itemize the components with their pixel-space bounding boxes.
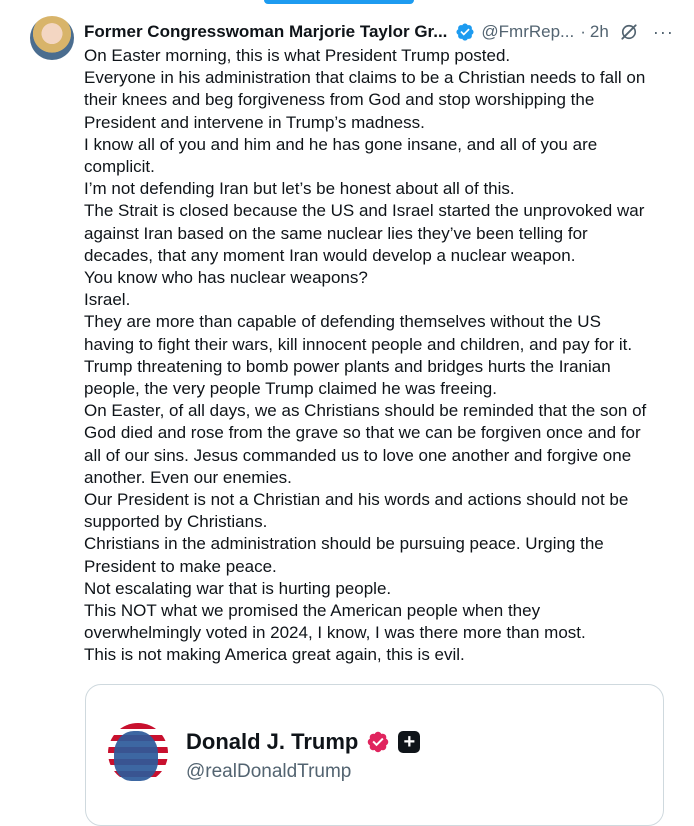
tweet-line: supported by Christians. (84, 512, 268, 532)
quoted-display-name[interactable]: Donald J. Trump (186, 729, 359, 754)
quoted-avatar[interactable] (108, 723, 168, 783)
separator-dot: · (580, 22, 586, 41)
grok-icon[interactable] (619, 22, 639, 42)
tweet-line: people, the very people Trump claimed he was freeing. (84, 379, 497, 399)
author-display-name[interactable]: Former Congresswoman Marjorie Taylor Gr... (84, 22, 448, 41)
tweet-line: God died and rose from the grave so that we can be forgiven once and for (84, 423, 641, 443)
tweet-line: They are more than capable of defending themselves without the US (84, 312, 601, 332)
tweet-line: decades, that any moment Iran would develop a nuclear weapon. (84, 245, 576, 265)
tweet-text (84, 45, 664, 667)
tweet-line: Everyone in his administration that claims to be a Christian needs to fall on (84, 68, 646, 88)
plus-badge-icon: + (398, 731, 420, 753)
timestamp[interactable]: 2h (589, 22, 609, 41)
tweet-line: Not escalating war that is hurting people. (84, 578, 392, 598)
tweet-line: I’m not defending Iran but let’s be honest about all of this. (84, 179, 515, 199)
tweet-line: another. Even our enemies. (84, 467, 292, 487)
tweet-line: President to make peace. (84, 556, 277, 576)
tweet-line: having to fight their wars, kill innocent people and children, and pay for it. (84, 334, 633, 354)
tweet-line: The Strait is closed because the US and Israel started the unprovoked war (84, 201, 645, 221)
tweet-line: I know all of you and him and he has gone insane, and all of you are (84, 134, 598, 154)
tweet-line: Christians in the administration should be pursuing peace. Urging the (84, 534, 604, 554)
tweet-line: against Iran based on the same nuclear lies they’ve been telling for (84, 223, 588, 243)
avatar[interactable] (30, 16, 74, 60)
quoted-post-card[interactable] (85, 684, 664, 826)
tweet-line: This is not making America great again, this is evil. (84, 645, 465, 665)
verified-badge-icon (366, 730, 390, 754)
tweet-line: complicit. (84, 157, 155, 177)
verified-badge-icon (455, 22, 475, 42)
quoted-handle[interactable]: @realDonaldTrump (186, 761, 352, 782)
tweet-line: Trump threatening to bomb power plants and bridges hurts the Iranian (84, 356, 611, 376)
tweet-line: On Easter, of all days, we as Christians should be reminded that the son of (84, 401, 647, 421)
tweet-line: all of our sins. Jesus commanded us to love one another and forgive one (84, 445, 632, 465)
tweet-line: This NOT what we promised the American people when they (84, 601, 541, 621)
tweet-line: their knees and beg forgiveness from God and stop worshipping the (84, 90, 595, 110)
tweet-line: Our President is not a Christian and his words and actions should not be (84, 490, 629, 510)
author-handle[interactable]: @FmrRep... (481, 22, 575, 41)
tweet-line: Israel. (84, 290, 131, 310)
tweet-line: President and intervene in Trump’s madness. (84, 112, 425, 132)
tweet-line: overwhelmingly voted in 2024, I know, I was there more than most. (84, 623, 586, 643)
tweet-line: You know who has nuclear weapons? (84, 268, 368, 288)
tweet-header (84, 20, 674, 44)
quoted-author-row (186, 729, 420, 755)
tweet-line: On Easter morning, this is what President Trump posted. (84, 46, 511, 65)
more-icon[interactable]: ··· (652, 22, 674, 42)
